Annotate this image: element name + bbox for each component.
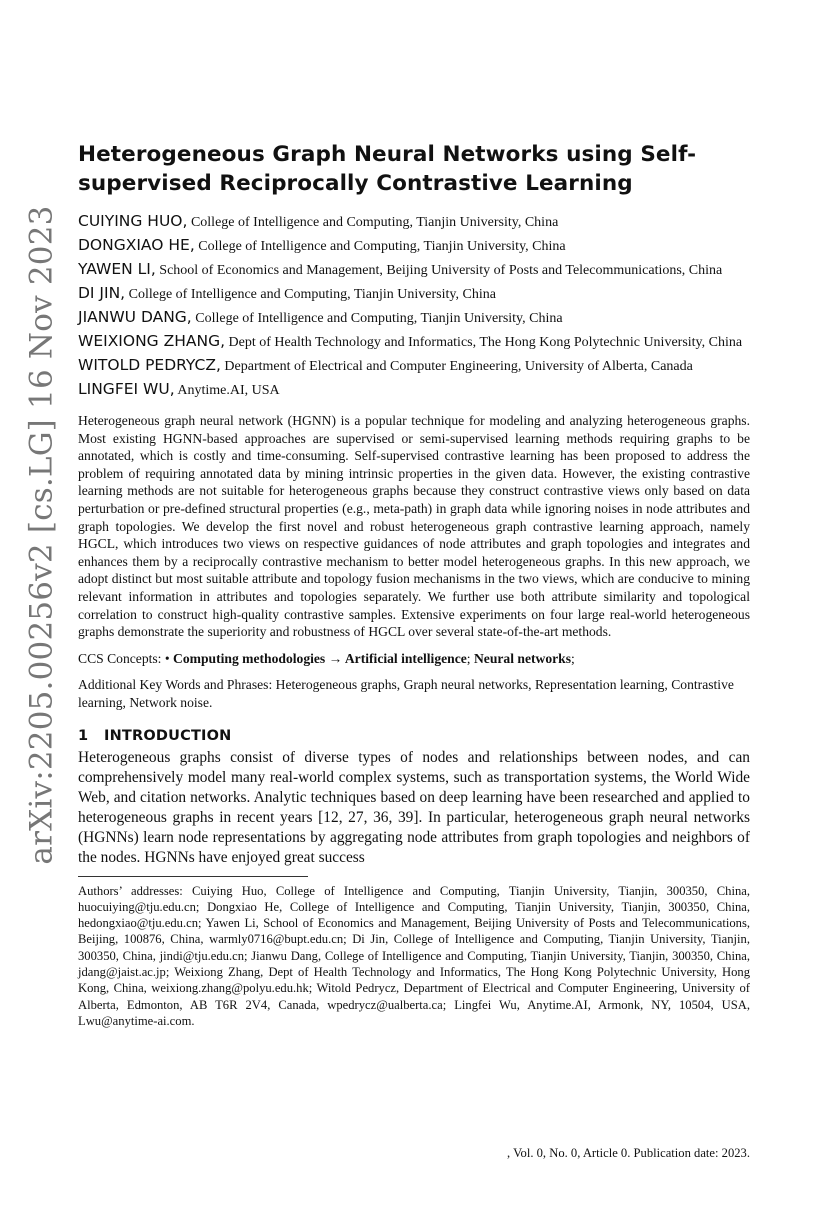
author-entry [78,306,750,330]
author-name: WITOLD PEDRYCZ, [78,356,221,374]
author-entry [78,210,750,234]
ccs-end: ; [571,650,575,666]
author-name: YAWEN LI, [78,260,156,278]
section-number: 1 [78,727,89,744]
author-affiliation: Anytime.AI, USA [174,383,280,398]
section-heading [78,728,750,744]
ccs-concepts [78,650,750,668]
author-affiliation: College of Intelligence and Computing, Tianjin University, China [125,287,496,302]
author-affiliation: College of Intelligence and Computing, Tianjin University, China [194,239,566,254]
author-entry [78,258,750,282]
author-affiliation: Department of Electrical and Computer Engineering, University of Alberta, Canada [220,359,693,374]
author-entry [78,234,750,258]
author-entry [78,354,750,378]
author-name: CUIYING HUO, [78,212,188,230]
paper-page [78,140,750,1029]
author-affiliation: College of Intelligence and Computing, Tianjin University, China [191,311,563,326]
author-name: WEIXIONG ZHANG, [78,332,226,350]
author-name: DONGXIAO HE, [78,236,195,254]
author-addresses-footnote: Authors’ addresses: Cuiying Huo, College of Intelligence and Computing, Tianjin University, Tianjin, 300350, China, huocuiying@tju.edu.cn; Dongxiao He, College of Intelligence and Computing, Tianjin University, Tianjin, 300350, China, hedongxiao@tju.edu.cn; Yawen Li, School of Economics and Management, Beijing University of Posts and Telecommunications, Beijing, 100876, China, warmly0716@bupt.edu.cn; Di Jin, College of Intelligence and Computing, Tianjin University, Tianjin, 300350, China, jindi@tju.edu.cn; Jianwu Dang, College of Intelligence and Computing, Tianjin University, Tianjin, 300350, China, jdang@jaist.ac.jp; Weixiong Zhang, Dept of Health Technology and Informatics, The Hong Kong Polytechnic University, Hong Kong, China, weixiong.zhang@polyu.edu.hk; Witold Pedrycz, Department of Electrical and Computer Engineering, University of Alberta, Edmonton, AB T6R 2V4, Canada, wpedrycz@ualberta.ca; Lingfei Wu, Anytime.AI, Armonk, NY, 10504, USA, Lwu@anytime-ai.com. [78,883,750,1028]
section-title: INTRODUCTION [104,727,232,744]
intro-paragraph: Heterogeneous graphs consist of diverse types of nodes and relationships between nodes, and can comprehensively model many real-world complex systems, such as transportation systems, the World Wide Web, and citation networks. Analytic techniques based on deep learning have been researched and applied to heterogeneous graphs in recent years [12, 27, 36, 39]. In particular, heterogeneous graph neural networks (HGNNs) learn node representations by aggregating node attributes from graph topologies and neighbors of the nodes. HGNNs have enjoyed great success [78,748,750,866]
author-affiliation: College of Intelligence and Computing, Tianjin University, China [187,215,559,230]
abstract: Heterogeneous graph neural network (HGNN) is a popular technique for modeling and analyzing heterogeneous graphs. Most existing HGNN-based approaches are supervised or semi-supervised learning methods requiring graphs to be annotated, which is costly and time-consuming. Self-supervised contrastive learning has been proposed to address the problem of requiring annotated data by mining intrinsic properties in the given data. However, the existing contrastive learning methods are not suitable for heterogeneous graphs because they construct contrastive views only based on data perturbation or pre-defined structural properties (e.g., meta-path) in graph data while ignoring noises in node attributes and graph topologies. We develop the first novel and robust heterogeneous graph contrastive learning approach, namely HGCL, which introduces two views on respective guidances of node attributes and graph topologies and integrates and enhances them by a reciprocally contrastive mechanism to better model heterogeneous graphs. In this new approach, we adopt distinct but most suitable attribute and topology fusion mechanisms in the two views, which are conducive to mining relevant information in attributes and topologies separately. We further use both attribute similarity and topological correlation to construct high-quality contrastive samples. Extensive experiments on four large real-world heterogeneous graphs demonstrate the superiority and robustness of HGCL over several state-of-the-art methods. [78,413,750,640]
paper-title: Heterogeneous Graph Neural Networks using Self-supervised Reciprocally Contrastive Learning [78,142,697,196]
author-entry [78,330,750,354]
ccs-concept: Neural networks [473,650,572,666]
publication-footer: , Vol. 0, No. 0, Article 0. Publication date: 2023. [507,1146,750,1160]
ccs-label: CCS Concepts: • [78,650,174,666]
author-affiliation: School of Economics and Management, Beijing University of Posts and Telecommunications, China [155,263,723,278]
author-name: DI JIN, [78,284,126,302]
author-entry [78,282,750,306]
footnote-rule [78,876,308,877]
keywords: Additional Key Words and Phrases: Heterogeneous graphs, Graph neural networks, Representation learning, Contrastive learning, Network noise. [78,677,734,710]
author-name: LINGFEI WU, [78,380,175,398]
author-entry [78,378,750,402]
author-list [78,210,750,402]
arxiv-identifier: arXiv:2205.00256v2 [cs.LG] 16 Nov 2023 [24,205,61,865]
arxiv-sidebar [22,205,62,865]
author-affiliation: Dept of Health Technology and Informatics, The Hong Kong Polytechnic University, China [225,335,743,350]
ccs-separator: ; [466,650,474,666]
ccs-concept: Computing methodologies → Artificial intelligence [173,650,467,666]
author-name: JIANWU DANG, [78,308,192,326]
